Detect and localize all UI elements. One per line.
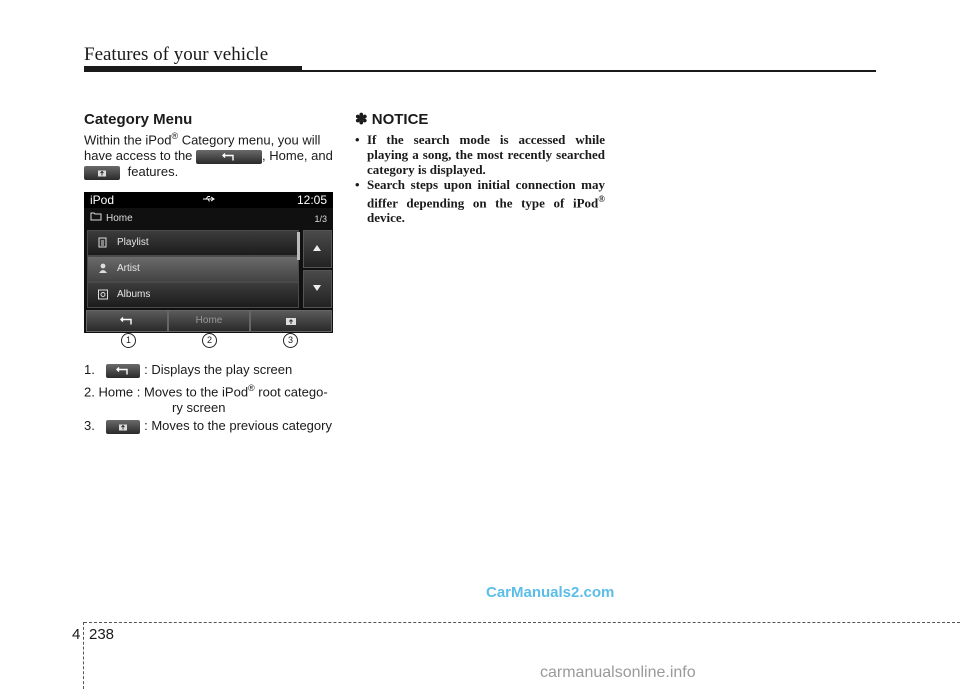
back-button-illustration xyxy=(106,364,140,378)
callout-3: 3 xyxy=(283,333,298,348)
folder-up-icon xyxy=(97,168,107,177)
playlist-icon xyxy=(98,237,108,248)
category-section xyxy=(84,112,334,180)
legend-description: ry screen xyxy=(172,400,226,416)
notice-item: • If the search mode is accessed while playing a song, the most recently searched category is displayed. xyxy=(355,132,605,177)
folder-icon xyxy=(90,212,102,221)
screen-list-item xyxy=(87,230,299,256)
header-rule-thin xyxy=(84,70,876,72)
up-folder-button-illustration xyxy=(106,420,140,434)
scroll-down-illustration xyxy=(303,270,332,308)
scroll-up-illustration xyxy=(303,230,332,268)
albums-icon xyxy=(98,289,108,300)
breadcrumb-label: Home xyxy=(106,213,133,224)
back-button-illustration xyxy=(196,150,262,164)
legend-description: root catego- xyxy=(254,384,328,400)
legend-list xyxy=(84,362,336,434)
legend-description: : Moves to the previous category xyxy=(144,418,332,434)
intro-text: features. xyxy=(127,164,179,180)
legend-item-2-cont xyxy=(84,400,336,416)
legend-item-2 xyxy=(84,380,336,400)
screen-up-folder-key xyxy=(250,310,332,332)
page-header-title: Features of your vehicle xyxy=(84,44,269,65)
callout-2: 2 xyxy=(202,333,217,348)
legend-description: : Moves to the iPod xyxy=(136,384,249,400)
intro-text: Category menu, you will xyxy=(178,132,321,148)
intro-text: , Home, and xyxy=(262,148,333,164)
screen-status-bar xyxy=(84,192,333,208)
watermark-link[interactable]: CarManuals2.com xyxy=(486,584,615,601)
back-arrow-icon xyxy=(116,366,130,375)
screen-app-name: iPod xyxy=(90,193,115,207)
notice-section xyxy=(355,112,605,225)
folder-up-icon xyxy=(118,422,128,431)
category-intro xyxy=(84,128,334,180)
screen-back-key xyxy=(86,310,168,332)
notice-text: device. xyxy=(367,210,405,226)
notice-text: Search steps upon initial connection may differ depending on the type of iPod xyxy=(367,177,605,211)
triangle-down-icon xyxy=(312,284,322,292)
notice-title: ✽ NOTICE xyxy=(355,111,429,128)
list-item-label: Artist xyxy=(117,263,140,274)
artist-icon xyxy=(98,263,108,274)
home-key-label: Home xyxy=(195,315,223,326)
legend-number: 3. xyxy=(84,418,95,434)
triangle-up-icon xyxy=(312,244,322,252)
notice-item xyxy=(355,177,605,225)
back-arrow-icon xyxy=(120,317,134,326)
legend-description: : Displays the play screen xyxy=(144,362,293,377)
legend-item-3 xyxy=(84,418,336,434)
folder-up-icon xyxy=(285,316,297,326)
notice-list xyxy=(355,132,605,225)
screen-scrollbar xyxy=(297,232,300,260)
list-item-label: Playlist xyxy=(117,237,149,248)
footer-divider xyxy=(83,622,84,689)
legend-item-1 xyxy=(84,362,336,378)
site-brand: carmanualsonline.info xyxy=(540,664,696,681)
registered-mark: ® xyxy=(248,383,255,393)
intro-text: Within the iPod xyxy=(84,132,172,148)
intro-text: have access to the xyxy=(84,148,193,164)
callout-1: 1 xyxy=(121,333,136,348)
category-title: Category Menu xyxy=(84,111,193,128)
registered-mark: ® xyxy=(171,131,179,141)
ipod-screen-illustration xyxy=(84,192,333,333)
up-folder-button-illustration xyxy=(84,166,120,180)
page-number: 238 xyxy=(89,626,115,643)
screen-clock: 12:05 xyxy=(296,193,327,207)
screen-home-key xyxy=(168,310,250,332)
screen-list-item xyxy=(87,256,299,282)
legend-number: 1. xyxy=(84,362,95,377)
screen-list-item xyxy=(87,282,299,308)
footer-rule xyxy=(84,622,960,623)
usb-icon xyxy=(202,195,216,203)
list-item-label: Albums xyxy=(117,289,151,300)
back-arrow-icon xyxy=(222,152,236,161)
registered-mark: ® xyxy=(598,194,605,204)
chapter-number: 4 xyxy=(72,626,81,643)
screen-breadcrumb xyxy=(90,212,133,224)
legend-number: 2. Home xyxy=(84,384,134,400)
callout-markers xyxy=(84,333,333,349)
page-indicator: 1/3 xyxy=(314,214,327,224)
